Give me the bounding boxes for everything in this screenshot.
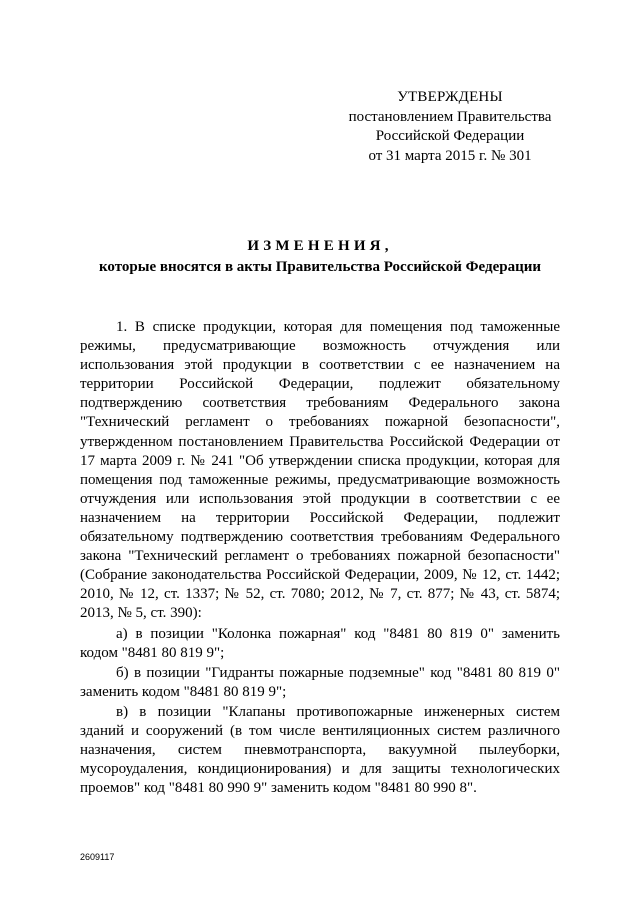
paragraph-3: б) в позиции "Гидранты пожарные подземные" код "8481 80 819 0" заменить кодом "8481 80 819 9"; xyxy=(80,664,560,700)
approval-stamp xyxy=(330,88,570,166)
approval-heading: УТВЕРЖДЕНЫ xyxy=(397,89,503,105)
document-title xyxy=(80,236,560,278)
title-subtitle: которые вносятся в акты Правительства Российской Федерации xyxy=(98,259,542,275)
approval-line-3: от 31 марта 2015 г. № 301 xyxy=(368,147,532,164)
document-code: 2609117 xyxy=(80,852,115,862)
approval-line-1: постановлением Правительства xyxy=(348,108,552,125)
title-main: ИЗМЕНЕНИЯ, xyxy=(247,238,393,254)
paragraph-4: в) в позиции "Клапаны противопожарные инженерных систем зданий и сооружений (в том числе вентиляционных систем различного назначения, систем пневмотранспорта, вакуумной пылеуборки, мусороудаления, кондиционирования) и для защиты технологических проемов" код "8481 80 990 9" заменить кодом "8481 80 990 8". xyxy=(80,703,560,797)
paragraph-2: а) в позиции "Колонка пожарная" код "8481 80 819 0" заменить кодом "8481 80 819 9"; xyxy=(80,625,560,661)
approval-line-2: Российской Федерации xyxy=(375,128,525,144)
document-body xyxy=(80,318,560,799)
paragraph-1: 1. В списке продукции, которая для помещения под таможенные режимы, предусматривающие возможность отчуждения или использования этой продукции в соответствии с ее назначением на территории Российской Федерации, подлежит обязательному подтверждению соответствия требованиям Федерального закона "Технический регламент о требованиях пожарной безопасности", утвержденном постановлением Правительства Российской Федерации от 17 марта 2009 г. № 241 "Об утверждении списка продукции, которая для помещения под таможенные режимы, предусматривающие возможность отчуждения или использования этой продукции в соответствии с ее назначением на территории Российской Федерации, подлежит обязательному подтверждению соответствия требованиям Федерального закона "Технический регламент о требованиях пожарной безопасности" (Собрание законодательства Российской Федерации, 2009, № 12, ст. 1442; 2010, № 12, ст. 1337; № 52, ст. 7080; 2012, № 7, ст. 877; № 43, ст. 5874; 2013, № 5, ст. 390): xyxy=(80,319,560,622)
